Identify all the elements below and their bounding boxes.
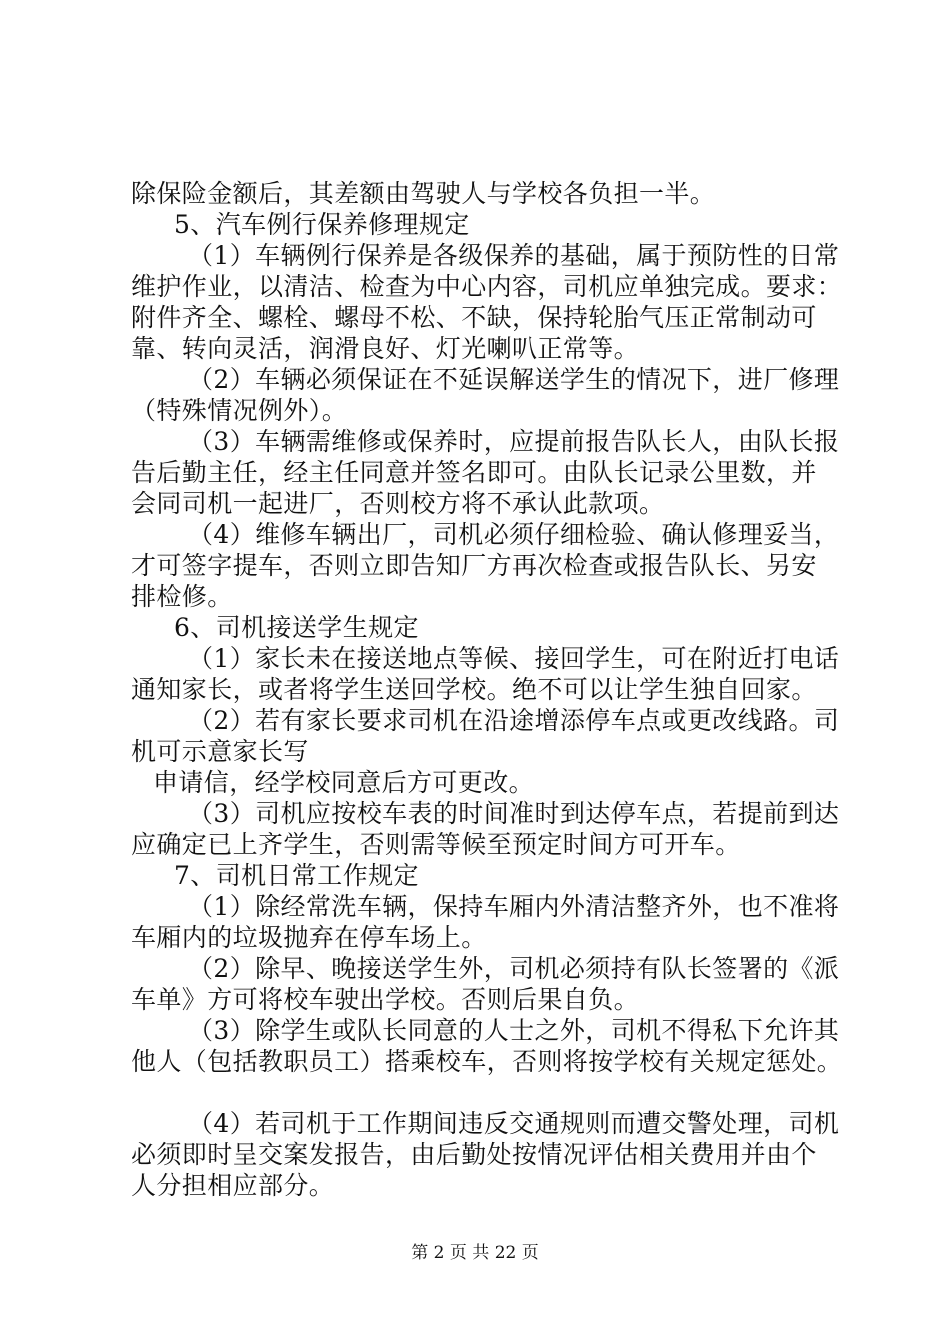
paragraph-line: （4）维修车辆出厂，司机必须仔细检验、确认修理妥当， (188, 520, 840, 549)
paragraph-line: 靠、转向灵活，润滑良好、灯光喇叭正常等。 (131, 334, 640, 363)
paragraph-line: 应确定已上齐学生，否则需等候至预定时间方可开车。 (131, 830, 741, 859)
paragraph-line: 申请信，经学校同意后方可更改。 (153, 768, 535, 797)
paragraph-line: （4）若司机于工作期间违反交通规则而遭交警处理，司机 (188, 1109, 840, 1138)
paragraph-line: 除保险金额后，其差额由驾驶人与学校各负担一半。 (131, 179, 716, 208)
paragraph-line: （2）车辆必须保证在不延误解送学生的情况下，进厂修理 (188, 365, 840, 394)
paragraph-line: （3）车辆需维修或保养时，应提前报告队长人，由队长报 (188, 427, 840, 456)
paragraph-line: 告后勤主任，经主任同意并签名即可。由队长记录公里数，并 (131, 458, 817, 487)
paragraph-line: （3）除学生或队长同意的人士之外，司机不得私下允许其 (188, 1016, 840, 1045)
paragraph-line: 必须即时呈交案发报告，由后勤处按情况评估相关费用并由个 (131, 1140, 817, 1169)
paragraph-line: 通知家长，或者将学生送回学校。绝不可以让学生独自回家。 (131, 675, 817, 704)
paragraph-line: （特殊情况例外）。 (131, 396, 348, 425)
paragraph-line: （1）家长未在接送地点等候、接回学生，可在附近打电话 (188, 644, 840, 673)
paragraph-line: （2）若有家长要求司机在沿途增添停车点或更改线路。司 (188, 706, 840, 735)
paragraph-line: （2）除早、晚接送学生外，司机必须持有队长签署的《派 (188, 954, 840, 983)
paragraph-line: 机可示意家长写 (131, 737, 309, 766)
paragraph-line: 附件齐全、螺栓、螺母不松、不缺，保持轮胎气压正常制动可 (131, 303, 817, 332)
paragraph-line: （1）车辆例行保养是各级保养的基础，属于预防性的日常 (188, 241, 840, 270)
paragraph-line: 人分担相应部分。 (131, 1171, 335, 1200)
paragraph-line: 才可签字提车，否则立即告知厂方再次检查或报告队长、另安 (131, 551, 817, 580)
section-heading: 6、司机接送学生规定 (174, 613, 419, 642)
paragraph-line: 会同司机一起进厂，否则校方将不承认此款项。 (131, 489, 665, 518)
paragraph-line: 车单》方可将校车驶出学校。否则后果自负。 (131, 985, 640, 1014)
paragraph-line: 车厢内的垃圾抛弃在停车场上。 (131, 923, 487, 952)
paragraph-line: 他人（包括教职员工）搭乘校车，否则将按学校有关规定惩处。 (131, 1047, 843, 1076)
paragraph-line: 维护作业，以清洁、检查为中心内容，司机应单独完成。要求： (131, 272, 843, 301)
paragraph-line: （3）司机应按校车表的时间准时到达停车点，若提前到达 (188, 799, 840, 828)
section-heading: 5、汽车例行保养修理规定 (174, 210, 470, 239)
paragraph-line: 排检修。 (131, 582, 233, 611)
paragraph-line: （1）除经常洗车辆，保持车厢内外清洁整齐外，也不准将 (188, 892, 840, 921)
section-heading: 7、司机日常工作规定 (174, 861, 419, 890)
page-number-footer: 第 2 页 共 22 页 (411, 1243, 539, 1263)
